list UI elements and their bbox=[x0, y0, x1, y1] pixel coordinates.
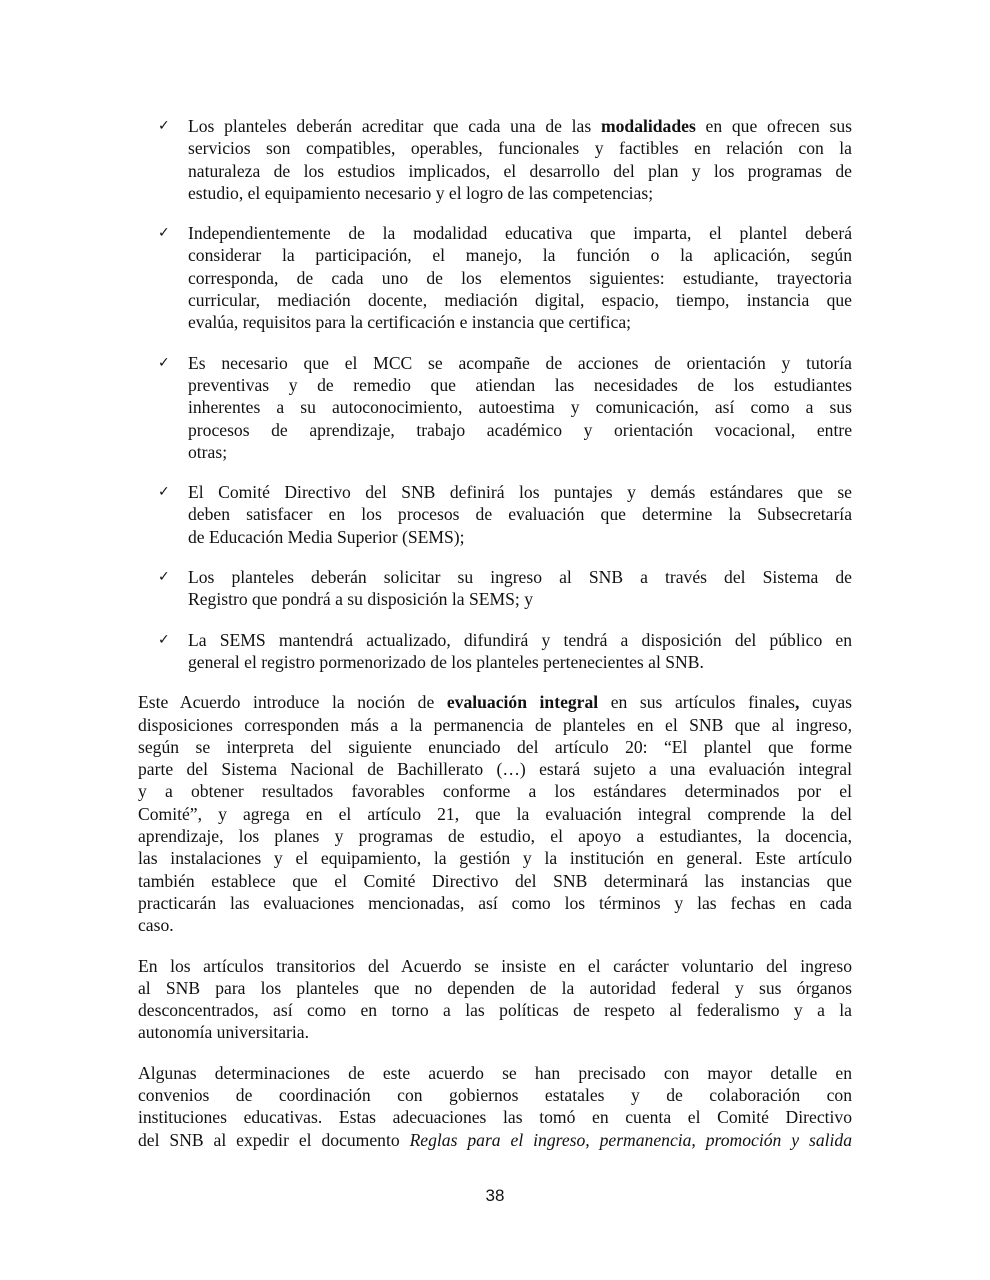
text-line bbox=[188, 244, 852, 266]
text-run: autonomía universitaria. bbox=[138, 1022, 309, 1043]
text-run: del SNB al expedir el documento bbox=[138, 1129, 410, 1150]
text-line bbox=[138, 1129, 852, 1151]
text-line bbox=[138, 691, 852, 713]
text-line bbox=[188, 289, 852, 311]
text-run: en sus artículos finales bbox=[598, 692, 795, 713]
text-run: en que ofrecen sus bbox=[695, 116, 852, 136]
text-line bbox=[188, 419, 852, 441]
text-run: según se interpreta del siguiente enunciado del artículo 20: “El plantel que forme bbox=[138, 736, 852, 757]
text-run: desconcentrados, así como en torno a las políticas de respeto al federalismo y a la bbox=[138, 1000, 852, 1021]
text-run: naturaleza de los estudios implicados, el desarrollo del plan y los programas de bbox=[188, 160, 852, 181]
checkmark-icon: ✓ bbox=[158, 118, 170, 134]
text-line bbox=[188, 441, 852, 463]
italic-text: Reglas para el ingreso, permanencia, promoción y salida bbox=[409, 1129, 852, 1150]
paragraph bbox=[138, 955, 852, 1044]
text-run: Algunas determinaciones de este acuerdo se han precisado con mayor detalle en bbox=[138, 1062, 852, 1083]
text-run: otras; bbox=[188, 441, 228, 462]
bullet-item bbox=[138, 481, 852, 548]
text-run: La SEMS mantendrá actualizado, difundirá y tendrá a disposición del público en bbox=[188, 629, 852, 650]
text-run: Los planteles deberán acreditar que cada una de las bbox=[188, 116, 601, 136]
text-run: curricular, mediación docente, mediación digital, espacio, tiempo, instancia que bbox=[188, 290, 852, 311]
text-line bbox=[188, 115, 852, 137]
text-run: Este Acuerdo introduce la noción de bbox=[138, 692, 447, 713]
text-run: considerar la participación, el manejo, la función o la aplicación, según bbox=[188, 245, 852, 266]
text-line bbox=[188, 503, 852, 525]
text-line bbox=[138, 955, 852, 977]
text-line bbox=[188, 160, 852, 182]
bullet-list bbox=[138, 115, 852, 673]
text-line bbox=[188, 651, 852, 673]
text-run: convenios de coordinación con gobiernos estatales y de colaboración con bbox=[138, 1084, 852, 1105]
text-run: preventivas y de remedio que atiendan las necesidades de los estudiantes bbox=[188, 374, 852, 395]
text-line bbox=[188, 182, 852, 204]
text-line bbox=[138, 1021, 852, 1043]
text-run: Independientemente de la modalidad educativa que imparta, el plantel deberá bbox=[188, 223, 852, 244]
bold-text: , bbox=[794, 692, 800, 713]
text-run: cuyas bbox=[799, 692, 853, 713]
text-run: al SNB para los planteles que no dependen de la autoridad federal y sus órganos bbox=[138, 977, 852, 998]
text-line bbox=[188, 481, 852, 503]
text-line bbox=[138, 977, 852, 999]
text-line bbox=[188, 629, 852, 651]
text-line bbox=[138, 803, 852, 825]
text-run: las instalaciones y el equipamiento, la gestión y la institución en general. Este artículo bbox=[138, 848, 852, 869]
text-line bbox=[138, 736, 852, 758]
text-line bbox=[138, 914, 852, 936]
text-line bbox=[138, 999, 852, 1021]
text-run: servicios son compatibles, operables, funcionales y factibles en relación con la bbox=[188, 138, 852, 159]
text-line bbox=[188, 374, 852, 396]
text-run: Registro que pondrá a su disposición la SEMS; y bbox=[188, 589, 534, 610]
text-line bbox=[188, 267, 852, 289]
checkmark-icon: ✓ bbox=[158, 354, 170, 371]
text-line bbox=[188, 588, 852, 610]
text-line bbox=[138, 1062, 852, 1084]
text-line bbox=[188, 526, 852, 548]
text-run: El Comité Directivo del SNB definirá los puntajes y demás estándares que se bbox=[188, 482, 852, 503]
page-number: 38 bbox=[485, 1186, 505, 1205]
text-run: estudio, el equipamiento necesario y el logro de las competencias; bbox=[188, 182, 654, 203]
text-run: practicarán las evaluaciones mencionadas, así como los términos y las fechas en cada bbox=[138, 892, 852, 913]
checkmark-icon: ✓ bbox=[158, 225, 170, 242]
text-line bbox=[138, 714, 852, 736]
text-run: deben satisfacer en los procesos de evaluación que determine la Subsecretaría bbox=[188, 504, 852, 525]
bold-text: modalidades bbox=[600, 116, 696, 136]
text-run: instituciones educativas. Estas adecuaciones las tomó en cuenta el Comité Directivo bbox=[138, 1107, 852, 1128]
paragraph bbox=[138, 691, 852, 936]
checkmark-icon: ✓ bbox=[158, 569, 170, 586]
text-run: Es necesario que el MCC se acompañe de acciones de orientación y tutoría bbox=[188, 352, 852, 373]
text-line bbox=[188, 222, 852, 244]
bullet-item bbox=[138, 352, 852, 463]
text-run: también establece que el Comité Directivo del SNB determinará las instancias que bbox=[138, 870, 852, 891]
checkmark-icon: ✓ bbox=[158, 631, 170, 648]
text-line bbox=[188, 566, 852, 588]
bullet-item bbox=[138, 115, 852, 204]
text-run: de Educación Media Superior (SEMS); bbox=[188, 526, 465, 547]
text-run: Los planteles deberán solicitar su ingreso al SNB a través del Sistema de bbox=[188, 567, 852, 588]
bullet-item bbox=[138, 566, 852, 611]
bullet-item bbox=[138, 222, 852, 333]
text-line bbox=[138, 892, 852, 914]
text-line bbox=[188, 396, 852, 418]
text-line bbox=[138, 825, 852, 847]
text-run: procesos de aprendizaje, trabajo académico y orientación vocacional, entre bbox=[188, 419, 852, 440]
text-line bbox=[138, 1106, 852, 1128]
text-run: caso. bbox=[138, 915, 174, 936]
paragraph bbox=[138, 1062, 852, 1151]
text-run: general el registro pormenorizado de los planteles pertenecientes al SNB. bbox=[188, 651, 704, 672]
bold-text: evaluación integral bbox=[446, 692, 599, 713]
text-line bbox=[138, 1084, 852, 1106]
text-run: evalúa, requisitos para la certificación e instancia que certifica; bbox=[188, 312, 632, 333]
text-run: disposiciones corresponden más a la permanencia de planteles en el SNB que al ingreso, bbox=[138, 714, 852, 735]
text-run: Comité”, y agrega en el artículo 21, que la evaluación integral comprende la del bbox=[138, 803, 852, 824]
text-line bbox=[188, 352, 852, 374]
text-line bbox=[188, 311, 852, 333]
text-run: inherentes a su autoconocimiento, autoestima y comunicación, así como a sus bbox=[188, 397, 852, 418]
text-run: parte del Sistema Nacional de Bachillerato (…) estará sujeto a una evaluación integral bbox=[138, 759, 852, 780]
text-run: y a obtener resultados favorables conforme a los estándares determinados por el bbox=[138, 781, 852, 802]
checkmark-icon: ✓ bbox=[158, 484, 170, 501]
text-line bbox=[138, 847, 852, 869]
text-run: En los artículos transitorios del Acuerdo se insiste en el carácter voluntario del ingreso bbox=[138, 955, 852, 976]
text-line bbox=[138, 780, 852, 802]
bullet-item bbox=[138, 629, 852, 674]
text-run: corresponda, de cada uno de los elementos siguientes: estudiante, trayectoria bbox=[188, 267, 852, 288]
text-line bbox=[188, 137, 852, 159]
text-line bbox=[138, 870, 852, 892]
text-line bbox=[138, 758, 852, 780]
document-body bbox=[138, 115, 852, 1169]
text-run: aprendizaje, los planes y programas de estudio, el apoyo a estudiantes, la docencia, bbox=[138, 826, 852, 847]
paragraph-list bbox=[138, 691, 852, 1151]
